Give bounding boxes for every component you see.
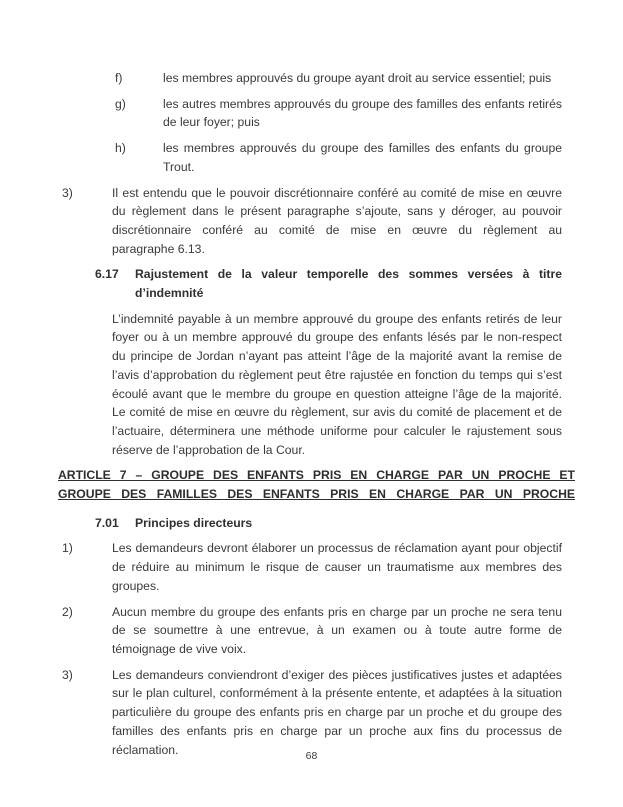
list-item-g-text	[163, 95, 562, 132]
document-body	[58, 69, 575, 766]
numbered-marker-3: 3)	[62, 185, 73, 200]
list-item-h-text	[163, 139, 562, 176]
text-line: Le comité de mise en œuvre du règlement, sur avis du comité de placement et de	[112, 405, 562, 420]
text-line: réserve de l’approbation de la Cour.	[112, 442, 306, 457]
text-line: groupes.	[112, 578, 160, 593]
text-line: de se soumettre à une entrevue, à un examen ou à toute autre forme de	[112, 623, 562, 638]
text-line: Les demandeurs conviendront d’exiger des pièces justificatives justes et adaptées	[112, 667, 562, 682]
text-line: réclamation.	[112, 742, 179, 757]
numbered-item-3-article7	[62, 666, 562, 760]
article-heading-line: GROUPE DES FAMILLES DES ENFANTS PRIS EN CHARGE PAR UN PROCHE	[58, 487, 575, 502]
text-line: l’actuaire, déterminera une méthode uniforme pour calculer le rajustement sous	[112, 423, 562, 438]
list-item-f	[115, 69, 562, 88]
numbered-marker-3: 3)	[62, 667, 73, 682]
text-line: Principes directeurs	[135, 515, 253, 530]
paragraph-6-17	[112, 310, 562, 460]
article-heading-line: ARTICLE 7 – GROUPE DES ENFANTS PRIS EN CHARGE PAR UN PROCHE ET	[58, 468, 575, 483]
text-line: L’indemnité payable à un membre approuvé du groupe des enfants retirés de leur	[112, 311, 562, 326]
text-line: paragraphe 6.13.	[112, 241, 205, 256]
text-line: les membres approuvés du groupe ayant droit au service essentiel; puis	[163, 71, 552, 85]
section-number: 6.17	[95, 267, 119, 282]
list-item-g	[115, 95, 562, 132]
text-line: familles des enfants pris en charge par un proche aux fins du processus de	[112, 723, 562, 738]
list-marker-h: h)	[115, 141, 126, 156]
numbered-item-2	[62, 603, 562, 659]
text-line: particulière du groupe des enfants pris en charge par un proche et du groupe des	[112, 705, 562, 720]
section-heading-7-01	[95, 514, 562, 533]
numbered-item-3	[62, 184, 562, 259]
text-line: témoignage de vive voix.	[112, 641, 247, 656]
text-line: les autres membres approuvés du groupe des familles des enfants retirés	[163, 96, 562, 111]
text-line: du principe de Jordan n’ayant pas atteint l’âge de la majorité avant la remise de	[112, 349, 562, 364]
text-line: discrétionnaire conféré au comité de mise en œuvre du règlement au	[112, 222, 562, 237]
text-line: de leur foyer; puis	[163, 115, 260, 130]
text-line: Les demandeurs devront élaborer un processus de réclamation ayant pour objectif	[112, 541, 562, 556]
text-line: Trout.	[163, 159, 195, 174]
text-line: foyer ou à un membre approuvé du groupe des enfants lésés par le non-respect	[112, 330, 562, 345]
text-line: Rajustement de la valeur temporelle des sommes versées à titre	[135, 267, 562, 282]
page-number: 68	[305, 750, 318, 762]
text-line: sur le plan culturel, conformément à la présente entente, et adaptées à la situation	[112, 686, 562, 701]
section-number: 7.01	[95, 515, 119, 530]
numbered-item-3-text	[112, 184, 562, 259]
list-item-h	[115, 139, 562, 176]
numbered-item-1-text	[112, 539, 562, 595]
section-title	[135, 514, 562, 533]
list-marker-f: f)	[115, 71, 123, 85]
text-line: de réduire au minimum le risque de causer un traumatisme aux membres des	[112, 560, 562, 575]
section-heading-6-17	[95, 265, 562, 302]
text-line: du règlement dans le présent paragraphe s’ajoute, sans y déroger, au pouvoir	[112, 204, 562, 219]
text-line: Il est entendu que le pouvoir discrétionnaire conféré au comité de mise en œuvre	[112, 185, 562, 200]
text-line: les membres approuvés du groupe des familles des enfants du groupe	[163, 141, 562, 156]
text-line: d’indemnité	[135, 286, 204, 301]
numbered-marker-2: 2)	[62, 604, 73, 619]
text-line: l’avis d’approbation du règlement peut être rajustée en fonction du temps qui s’est	[112, 367, 562, 382]
list-marker-g: g)	[115, 96, 126, 111]
list-item-f-text	[163, 69, 562, 88]
numbered-item-1	[62, 539, 562, 595]
text-line: Aucun membre du groupe des enfants pris en charge par un proche ne sera tenu	[112, 604, 562, 619]
numbered-item-2-text	[112, 603, 562, 659]
text-line: écoulé avant que le membre du groupe en question atteigne l’âge de la majorité.	[112, 386, 562, 401]
numbered-marker-1: 1)	[62, 541, 73, 556]
article-7-heading	[58, 466, 575, 503]
numbered-item-3-article7-text	[112, 666, 562, 760]
section-title	[135, 265, 562, 302]
